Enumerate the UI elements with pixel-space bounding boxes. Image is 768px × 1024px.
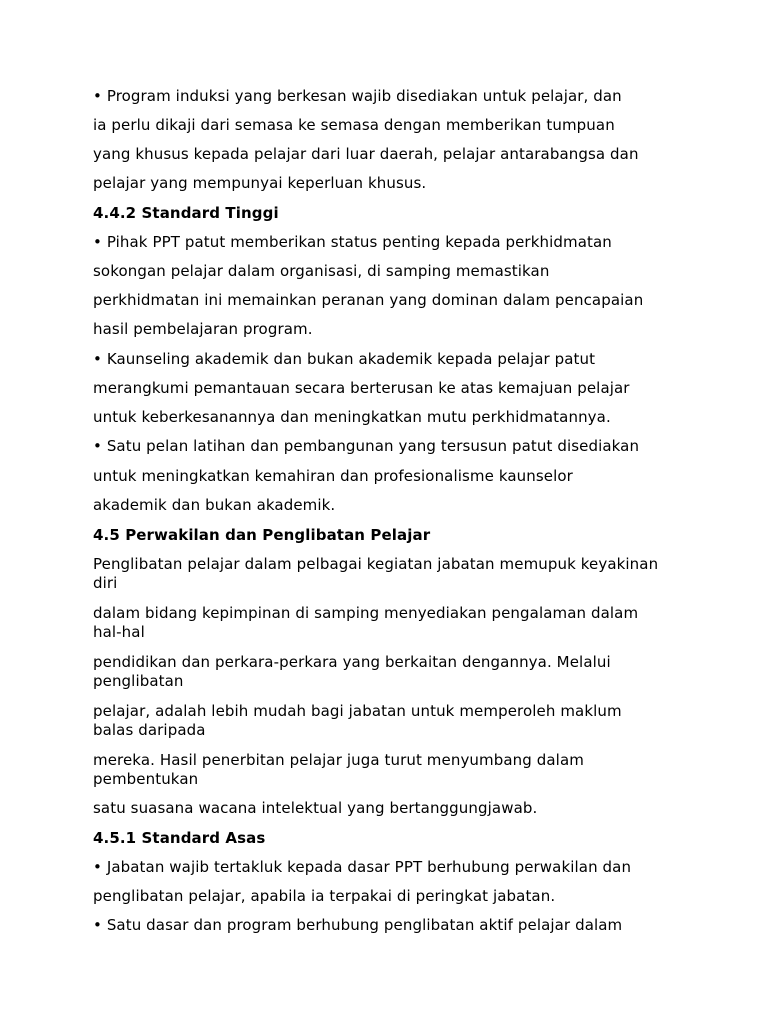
paragraph-line: • Satu dasar dan program berhubung penglibatan aktif pelajar dalam	[93, 916, 623, 934]
paragraph-line: • Satu pelan latihan dan pembangunan yang tersusun patut disediakan	[93, 437, 640, 455]
paragraph-line: • Jabatan wajib tertakluk kepada dasar PPT berhubung perwakilan dan	[93, 858, 632, 876]
paragraph-line: diri	[93, 574, 118, 592]
paragraph-line: sokongan pelajar dalam organisasi, di samping memastikan	[93, 262, 550, 280]
paragraph-line: merangkumi pemantauan secara berterusan ke atas kemajuan pelajar	[93, 379, 630, 397]
section-heading: 4.4.2 Standard Tinggi	[93, 204, 279, 222]
paragraph-line: pelajar yang mempunyai keperluan khusus.	[93, 174, 427, 192]
paragraph-line: hal-hal	[93, 623, 145, 641]
section-heading: 4.5 Perwakilan dan Penglibatan Pelajar	[93, 526, 431, 544]
paragraph-line: balas daripada	[93, 721, 206, 739]
paragraph-line: perkhidmatan ini memainkan peranan yang dominan dalam pencapaian	[93, 291, 644, 309]
paragraph-line: Penglibatan pelajar dalam pelbagai kegiatan jabatan memupuk keyakinan	[93, 555, 659, 573]
paragraph-line: penglibatan pelajar, apabila ia terpakai di peringkat jabatan.	[93, 887, 556, 905]
section-heading: 4.5.1 Standard Asas	[93, 829, 266, 847]
paragraph-line: untuk keberkesanannya dan meningkatkan mutu perkhidmatannya.	[93, 408, 611, 426]
paragraph-line: • Kaunseling akademik dan bukan akademik kepada pelajar patut	[93, 350, 596, 368]
paragraph-line: pelajar, adalah lebih mudah bagi jabatan untuk memperoleh maklum	[93, 702, 622, 720]
paragraph-line: dalam bidang kepimpinan di samping menyediakan pengalaman dalam	[93, 604, 639, 622]
paragraph-line: satu suasana wacana intelektual yang bertanggungjawab.	[93, 799, 538, 817]
paragraph-line: akademik dan bukan akademik.	[93, 496, 336, 514]
paragraph-line: yang khusus kepada pelajar dari luar daerah, pelajar antarabangsa dan	[93, 145, 639, 163]
paragraph-line: pendidikan dan perkara-perkara yang berkaitan dengannya. Melalui	[93, 653, 611, 671]
paragraph-line: pembentukan	[93, 770, 199, 788]
paragraph-line: • Program induksi yang berkesan wajib disediakan untuk pelajar, dan	[93, 87, 622, 105]
paragraph-line: • Pihak PPT patut memberikan status penting kepada perkhidmatan	[93, 233, 612, 251]
paragraph-line: hasil pembelajaran program.	[93, 320, 313, 338]
paragraph-line: ia perlu dikaji dari semasa ke semasa dengan memberikan tumpuan	[93, 116, 615, 134]
paragraph-line: penglibatan	[93, 672, 184, 690]
paragraph-line: untuk meningkatkan kemahiran dan profesionalisme kaunselor	[93, 467, 573, 485]
paragraph-line: mereka. Hasil penerbitan pelajar juga turut menyumbang dalam	[93, 751, 584, 769]
